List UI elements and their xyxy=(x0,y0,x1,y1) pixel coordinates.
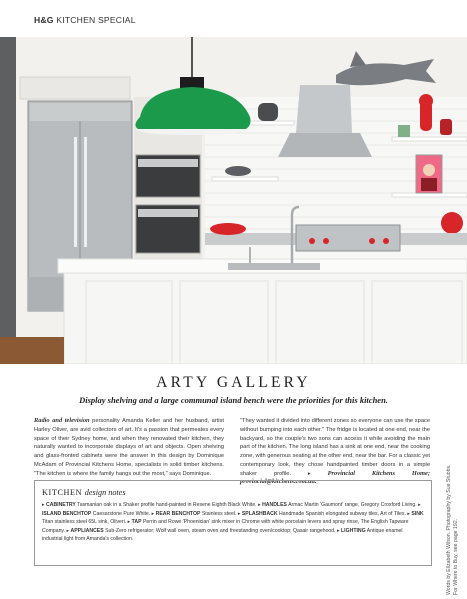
article-column-2 xyxy=(240,417,430,487)
design-notes-box xyxy=(34,480,432,566)
bullet-arrow-icon: ▸ xyxy=(237,510,242,517)
design-notes-title xyxy=(42,488,424,497)
notes-title-caps: KITCHEN xyxy=(42,488,83,497)
page-header xyxy=(34,15,136,25)
bullet-arrow-icon: ▸ xyxy=(127,519,132,526)
note-label: CABINETRY xyxy=(46,502,76,508)
design-note-item xyxy=(238,511,407,517)
note-label: ISLAND BENCHTOP xyxy=(42,510,92,517)
article-subtitle: Display shelving and a large communal island bench were the priorities for this kitchen. xyxy=(79,395,388,405)
section-label: KITCHEN SPECIAL xyxy=(56,15,136,25)
bullet-arrow-icon: ▸ xyxy=(42,502,47,508)
design-note-item xyxy=(42,502,258,508)
design-notes-list xyxy=(42,501,424,544)
bullet-arrow-icon: ▸ xyxy=(151,510,156,517)
contact-info: Provincial Kitchens Home; provincial@kitchens.com.au. xyxy=(240,469,430,486)
credit-line-1: Words by Elizabeth Wilson. Photography by Sue Stubbs. xyxy=(446,464,452,595)
article-column-1 xyxy=(34,417,224,478)
column-2-text: "They wanted it divided into different zones so everyone can use the space without bumping into each other." The fridge is located at one end, near the backyard, so the couple's two sons can access it while avoiding the main part of the kitchen. The long island has a sink at one end, near the cooking zone, with generous seating at the other end, near the bar. For a classic yet contemporary look, they chose handpainted timber doors in a simple shaker profile. ▸ xyxy=(240,418,431,477)
bullet-arrow-icon: ▸ xyxy=(258,502,263,508)
design-note-item xyxy=(152,511,238,517)
note-text: Antique enamel industrial light from Amanda's collection. xyxy=(42,527,403,543)
lead-in: Radio and television xyxy=(34,417,90,424)
article-title: ARTY GALLERY xyxy=(156,374,311,391)
credit-text xyxy=(446,464,460,595)
design-note-item xyxy=(66,528,337,534)
note-text: Perrin and Rowe 'Phoenician' sink mixer in Chrome with white porcelain levers and spray rinse, The English Tapware Company. xyxy=(42,519,409,534)
note-label: SPLASHBACK xyxy=(241,510,278,517)
bullet-arrow-icon: ▸ xyxy=(66,527,71,534)
bullet-arrow-icon: ▸ xyxy=(337,527,342,534)
design-note-item xyxy=(258,502,418,508)
brand-logo: H&G xyxy=(34,15,54,25)
note-label: APPLIANCES xyxy=(70,527,104,534)
note-label: REAR BENCHTOP xyxy=(155,510,201,517)
note-text: Stainless steel. xyxy=(201,510,237,517)
note-text: Titan stainless steel 65L sink, Oliveri. xyxy=(42,519,127,526)
note-label: TAP xyxy=(131,519,142,526)
note-text: Tasmanian oak in a Shaker profile hand-painted in Resene Eighth Black White. xyxy=(77,502,257,508)
note-label: HANDLES xyxy=(262,502,287,508)
credit-line-2: For Where to Buy, see page 192. xyxy=(453,518,459,595)
kitchen-photo-illustration xyxy=(0,37,467,364)
column-1-text: personality Amanda Keller and her husband, artist Harley Oliver, are avid collectors of art. It's a passion that permeates every space of their Sydney home, and when they renovated their kitchen, they naturally wanted to incorporate displays of art and objects. Open shelving and glass-fronted cabinets were the answer in this design by Dominique McAdam of Provincial Kitchens Home, specialists in solid timber kitchens. "The kitchen is where the family hangs out the most," says Dominique. xyxy=(34,418,224,477)
note-text: Handmade Spanish elongated subway tiles, Art of Tiles. xyxy=(279,510,406,517)
bullet-arrow-icon: ▸ xyxy=(407,510,412,517)
note-label: SINK xyxy=(411,510,424,517)
note-label: LIGHTING xyxy=(341,527,366,534)
photo-credit xyxy=(444,464,462,596)
kitchen-photo xyxy=(0,37,467,364)
note-text: Caesarstone Pure White. xyxy=(92,510,151,517)
notes-title-italic: design notes xyxy=(84,488,126,497)
note-text: Sub-Zero refrigerator; Wolf wall oven, steam oven and freestanding oven/cooktop; Qasair rangehood. xyxy=(105,527,336,534)
note-text: Armac Martin 'Gaumont' range, Gregory Croxford Living. xyxy=(288,502,417,508)
bullet-arrow-icon: ▸ xyxy=(418,502,421,508)
